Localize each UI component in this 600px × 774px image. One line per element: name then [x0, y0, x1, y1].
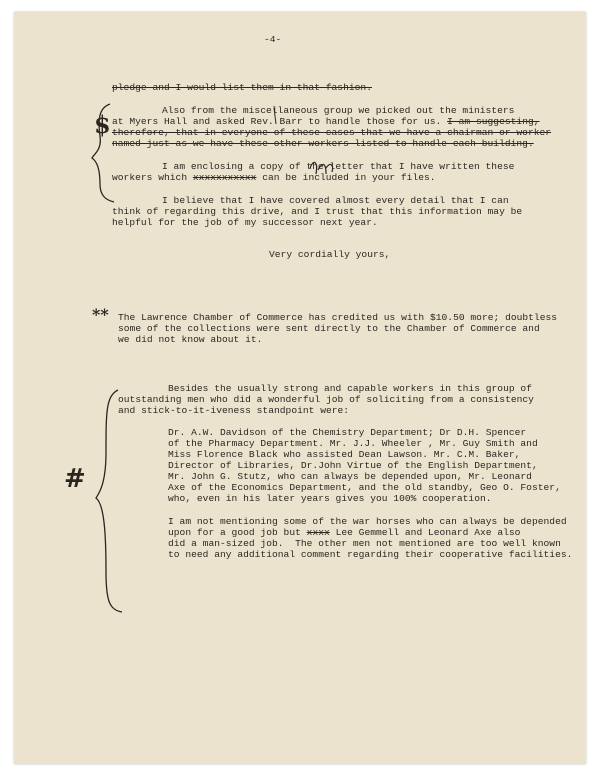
struck-segment: I am suggesting, — [447, 116, 540, 127]
text-line: Also from the miscellaneous group we picked out the ministers — [162, 105, 515, 116]
margin-bracket-lower — [96, 390, 122, 612]
text-line: Besides the usually strong and capable workers in this group of — [168, 383, 532, 394]
text-line: some of the collections were sent directly to the Chamber of Commerce and — [118, 323, 540, 334]
text-line: of the Pharmacy Department. Mr. J.J. Wheeler , Mr. Guy Smith and — [168, 438, 538, 449]
closing: Very cordially yours, — [269, 249, 391, 260]
text-line: Dr. A.W. Davidson of the Chemistry Department; Dr D.H. Spencer — [168, 427, 527, 438]
text-segment: workers which — [112, 172, 188, 183]
text-segment: at Myers Hall and asked Rev. Barr to handle those for us. — [112, 116, 442, 127]
text-line: pledge and I would list them in that fashion. — [112, 82, 372, 93]
text-line: and stick-to-it-iveness standpoint were: — [118, 405, 350, 416]
text-line — [168, 527, 520, 538]
text-line — [112, 116, 540, 127]
text-line: outstanding men who did a wonderful job of soliciting from a consistency — [118, 394, 534, 405]
struck-segment: xxxxxxxxxxx — [192, 172, 257, 183]
struck-segment: xxxx — [306, 527, 330, 538]
text-line: helpful for the job of my successor next year. — [112, 217, 378, 228]
text-line: we did not know about it. — [118, 334, 263, 345]
text-line: think of regarding this drive, and I trust that this information may be — [112, 206, 523, 217]
text-line: Miss Florence Black who assisted Dean Lawson. Mr. C.M. Baker, — [168, 449, 521, 460]
page-number: -4- — [264, 34, 282, 45]
margin-mark-hash: # — [64, 464, 86, 494]
text-line: I believe that I have covered almost every detail that I can — [162, 195, 509, 206]
text-line — [112, 172, 436, 183]
text-segment: Lee Gemmell and Leonard Axe also — [335, 527, 521, 538]
text-line: did a man-sized job. The other men not mentioned are too well known — [168, 538, 561, 549]
text-line: The Lawrence Chamber of Commerce has credited us with $10.50 more; doubtless — [118, 312, 558, 323]
text-line: Mr. John G. Stutz, who can always be depended upon, Mr. Leonard — [168, 471, 532, 482]
text-line — [112, 138, 534, 149]
text-line: to need any additional comment regarding their cooperative facilities. — [168, 549, 573, 560]
text-segment: can be included in your files. — [262, 172, 436, 183]
text-line: therefore, that in everyone of these cases that we have a chairman or worker — [112, 127, 552, 138]
text-line: who, even in his later years gives you 100% cooperation. — [168, 493, 492, 504]
struck-segment: named just as we have these other workers listed to handle each building. — [112, 138, 534, 149]
margin-mark-dollar: $ — [94, 110, 111, 139]
text-line: I am enclosing a copy of the letter that I have written these — [162, 161, 515, 172]
text-line: Axe of the Economics Department, and the old standby, Geo O. Foster, — [168, 482, 561, 493]
text-segment: upon for a good job but — [168, 527, 301, 538]
text-line: I am not mentioning some of the war horses who can always be depended — [168, 516, 567, 527]
text-line: Director of Libraries, Dr.John Virtue of the English Department, — [168, 460, 538, 471]
document-page — [14, 12, 586, 764]
margin-mark-asterisks: ** — [92, 305, 109, 324]
